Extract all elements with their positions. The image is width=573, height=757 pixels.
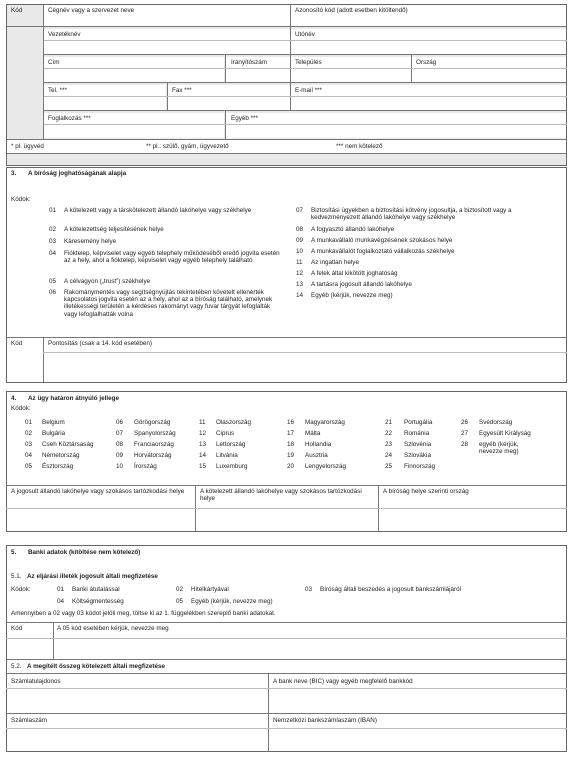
s3-kod-label: Kód: [11, 340, 23, 347]
country-name: Svédország: [479, 419, 513, 426]
country-name: Spanyolország: [134, 430, 176, 437]
code-13-text: A tartásra jogosult állandó lakóhelye: [311, 281, 412, 288]
country-code: 14: [199, 452, 207, 459]
iban-label: Nemzetközi bankszámlaszám (IBAN): [273, 717, 377, 724]
section3-number: 3.: [11, 170, 17, 177]
country-code: 08: [116, 441, 124, 448]
country-code: 23: [385, 441, 393, 448]
code-04: 04: [49, 250, 57, 257]
occupation-label: Foglalkozás ***: [48, 115, 91, 122]
id-label: Azonosító kód (adott esetben kitöltendő): [295, 7, 408, 14]
kod-input[interactable]: [8, 640, 52, 658]
city-label: Település: [295, 59, 322, 66]
country-code: 11: [199, 419, 206, 426]
section5-number: 5.: [11, 549, 17, 556]
country-name: Írország: [134, 463, 157, 470]
country-name: Egyesült Királyság: [479, 430, 531, 437]
country-name: Lengyelország: [305, 463, 346, 470]
code-02-text: A kötelezettség teljesítésének helye: [64, 226, 164, 233]
country-code: 13: [199, 441, 207, 448]
code-11: 11: [296, 259, 303, 266]
firstname-label: Utónév: [295, 31, 315, 38]
code-06-text: Rakománymentés vagy segítségnyújtás tekintetében követelt ellenérték kapcsolatos jogvita esetén az a hely, ahol az a bíróság található, amelynek illetékességi területén a kérdéses rakományt vagy fuvar tárgyát lefoglalták vagy lefoglalhatták volna: [64, 289, 273, 318]
country-code: 28: [461, 441, 469, 448]
country-code: 19: [287, 452, 295, 459]
sub1-title: Az eljárási illeték jogosult általi megfizetése: [27, 573, 158, 580]
country-code: 06: [116, 419, 124, 426]
code-03: 03: [49, 238, 57, 245]
country-name: Olaszország: [216, 419, 251, 426]
bank-note: Amennyiben a 02 vagy 03 kódot jelöli meg, töltse ki az 1. függelékben szereplő banki adatokat.: [11, 610, 276, 617]
pay-code-text: Banki átutalással: [72, 586, 120, 593]
pay-code-text: Költségmentesség: [72, 598, 124, 605]
country-code: 07: [116, 430, 124, 437]
code-13: 13: [296, 281, 304, 288]
section4-number: 4.: [11, 395, 17, 402]
country-code: 01: [25, 419, 33, 426]
account-holder-label: Számlatulajdonos: [11, 678, 61, 685]
code-07-text: Biztosítási ügyekben a biztosítási kötvény jogosultja, a biztosított vagy a kedvezményezett állandó lakóhelye vagy székhelye: [311, 207, 512, 222]
footnote-3: *** nem kötelező: [336, 143, 383, 150]
country-name: Németország: [42, 452, 80, 459]
country-code: 16: [287, 419, 295, 426]
section4-codes-label: Kódok:: [11, 405, 31, 412]
zip-label: Irányítószám: [231, 59, 268, 66]
code-14-text: Egyéb (kérjük, nevezze meg): [311, 292, 393, 299]
account-number-input[interactable]: [8, 730, 267, 750]
country-name: Lettország: [216, 441, 246, 448]
account-holder-input[interactable]: [8, 690, 267, 712]
pay-code: 02: [176, 586, 184, 593]
code-10-text: A munkavállalót foglalkoztató vállalkozás székhelye: [311, 248, 455, 255]
code-10: 10: [296, 248, 304, 255]
country-code: 12: [199, 430, 207, 437]
kod-label: Kód: [11, 7, 23, 14]
country-code: 04: [25, 452, 33, 459]
section4-title: Az ügy határon átnyúló jellege: [28, 395, 119, 402]
country-name: Ausztria: [305, 452, 328, 459]
country-name: Szlovákia: [404, 452, 431, 459]
pay-code-text: Bíróság általi beszedés a jogosult bankszámlájáról: [320, 586, 462, 593]
code-12-text: A felek által kikötött joghatóság: [311, 270, 398, 277]
surname-label: Vezetéknév: [48, 31, 81, 38]
country-name: Ciprus: [216, 430, 235, 437]
code-04-text: Fióktelep, képviselet vagy egyéb telephely működéséből eredő jogvita esetén az a hely, ahol a fióktelep, képviselet vagy egyéb telephely található: [64, 250, 280, 265]
bank-name-label: A bank neve (BIC) vagy egyéb megfelelő bankkód: [273, 678, 413, 685]
court-country-label: A bíróság helye szerinti ország: [383, 488, 469, 495]
country-code: 21: [385, 419, 393, 426]
country-name: Franciaország: [134, 441, 174, 448]
footnote-2: ** pl.: szülő, gyám, ügyvezető: [146, 143, 229, 150]
debtor-residence-label: A kötelezett állandó lakóhelye vagy szokásos tartózkodási helye: [200, 488, 362, 503]
kod-05-input[interactable]: [55, 640, 565, 658]
section3-codes-label: Kódok:: [11, 196, 31, 203]
tel-label: Tel. ***: [48, 87, 67, 94]
pay-code: 03: [305, 586, 313, 593]
code-02: 02: [49, 226, 57, 233]
country-name: Hollandia: [305, 441, 332, 448]
country-code: 17: [287, 430, 295, 437]
country-name: Románia: [404, 430, 430, 437]
code-01-text: A kötelezett vagy a társkötelezett állandó lakóhelye vagy székhelye: [64, 207, 252, 214]
precision-label: Pontosítás (csak a 14. kód esetében): [48, 340, 152, 347]
pay-code: 01: [57, 586, 65, 593]
debtor-residence-input[interactable]: [197, 510, 377, 530]
address-input[interactable]: [44, 57, 224, 82]
pay-codes-label: Kódok:: [11, 586, 31, 593]
sub2-number: 5.2.: [11, 663, 22, 670]
country-code: 27: [461, 430, 469, 437]
firstname-input[interactable]: [291, 29, 566, 54]
address-label: Cím: [48, 59, 60, 66]
email-label: E-mail ***: [295, 87, 322, 94]
country-name: egyéb (kérjük, nevezze meg): [479, 441, 519, 456]
code-05: 05: [49, 278, 57, 285]
other-label: Egyéb ***: [231, 115, 258, 122]
country-name: Portugália: [404, 419, 433, 426]
kod-05-note: A 05 kód esetében kérjük, nevezze meg: [57, 625, 169, 632]
code-11-text: Az ingatlan helye: [311, 259, 359, 266]
country-code: 18: [287, 441, 295, 448]
country-code: 20: [287, 463, 295, 470]
country-code: 25: [385, 463, 393, 470]
country-code: 24: [385, 452, 393, 459]
code-14: 14: [296, 292, 304, 299]
code-08-text: A fogyasztó állandó lakóhelye: [311, 226, 394, 233]
sub1-number: 5.1.: [11, 573, 22, 580]
other-input[interactable]: [226, 113, 566, 138]
name-label: Cégnév vagy a szervezet neve: [48, 7, 135, 14]
sub2-title: A megítélt összeg kötelezett általi megfizetése: [27, 663, 165, 670]
code-07: 07: [296, 207, 304, 214]
code-05-text: A célvagyon („trust”) székhelye: [64, 278, 151, 285]
country-name: Litvánia: [216, 452, 238, 459]
country-name: Belgium: [42, 419, 65, 426]
code-12: 12: [296, 270, 304, 277]
country-code: 09: [116, 452, 124, 459]
pay-code: 05: [176, 598, 184, 605]
court-country-input[interactable]: [380, 510, 566, 530]
country-name: Magyarország: [305, 419, 345, 426]
footnote-1: * pl. ügyvéd: [11, 143, 44, 150]
country-name: Horvátország: [134, 452, 172, 459]
country-name: Málta: [305, 430, 321, 437]
country-name: Görögország: [134, 419, 171, 426]
country-code: 10: [116, 463, 124, 470]
email-input[interactable]: [291, 85, 566, 110]
country-code: 22: [385, 430, 393, 437]
code-09-text: A munkavállaló munkavégzésének szokásos helye: [311, 237, 453, 244]
creditor-residence-label: A jogosult állandó lakóhelye vagy szokásos tartózkodási helye: [11, 488, 185, 495]
country-code: 26: [461, 419, 469, 426]
code-01: 01: [49, 207, 57, 214]
creditor-residence-input[interactable]: [8, 510, 194, 530]
country-code: 03: [25, 441, 33, 448]
code-08: 08: [296, 226, 304, 233]
pay-code-text: Hitelkártyával: [191, 586, 229, 593]
country-code: 02: [25, 430, 33, 437]
pay-code-text: Egyéb (kérjük, nevezze meg): [191, 598, 273, 605]
precision-input[interactable]: [45, 354, 565, 381]
code-03-text: Káresemény helye: [64, 238, 117, 245]
fax-label: Fax ***: [172, 87, 192, 94]
code-09: 09: [296, 237, 304, 244]
bank-name-input[interactable]: [270, 690, 565, 712]
section5-title: Banki adatok (kitöltése nem kötelező): [28, 549, 141, 556]
iban-input[interactable]: [270, 730, 565, 750]
code-06: 06: [49, 289, 57, 296]
account-number-label: Számlaszám: [11, 717, 48, 724]
country-code: 05: [25, 463, 33, 470]
country-code: 15: [199, 463, 207, 470]
country-name: Bulgária: [42, 430, 66, 437]
s5-kod-label: Kód: [11, 625, 23, 632]
section3-title: A bíróság joghatóságának alapja: [28, 170, 127, 177]
country-name: Szlovénia: [404, 441, 432, 448]
country-label: Ország: [416, 59, 437, 66]
country-name: Luxemburg: [216, 463, 248, 470]
country-name: Cseh Köztársaság: [42, 441, 94, 448]
pay-code: 04: [57, 598, 65, 605]
country-name: Észtország: [42, 463, 74, 470]
country-name: Finnország: [404, 463, 436, 470]
